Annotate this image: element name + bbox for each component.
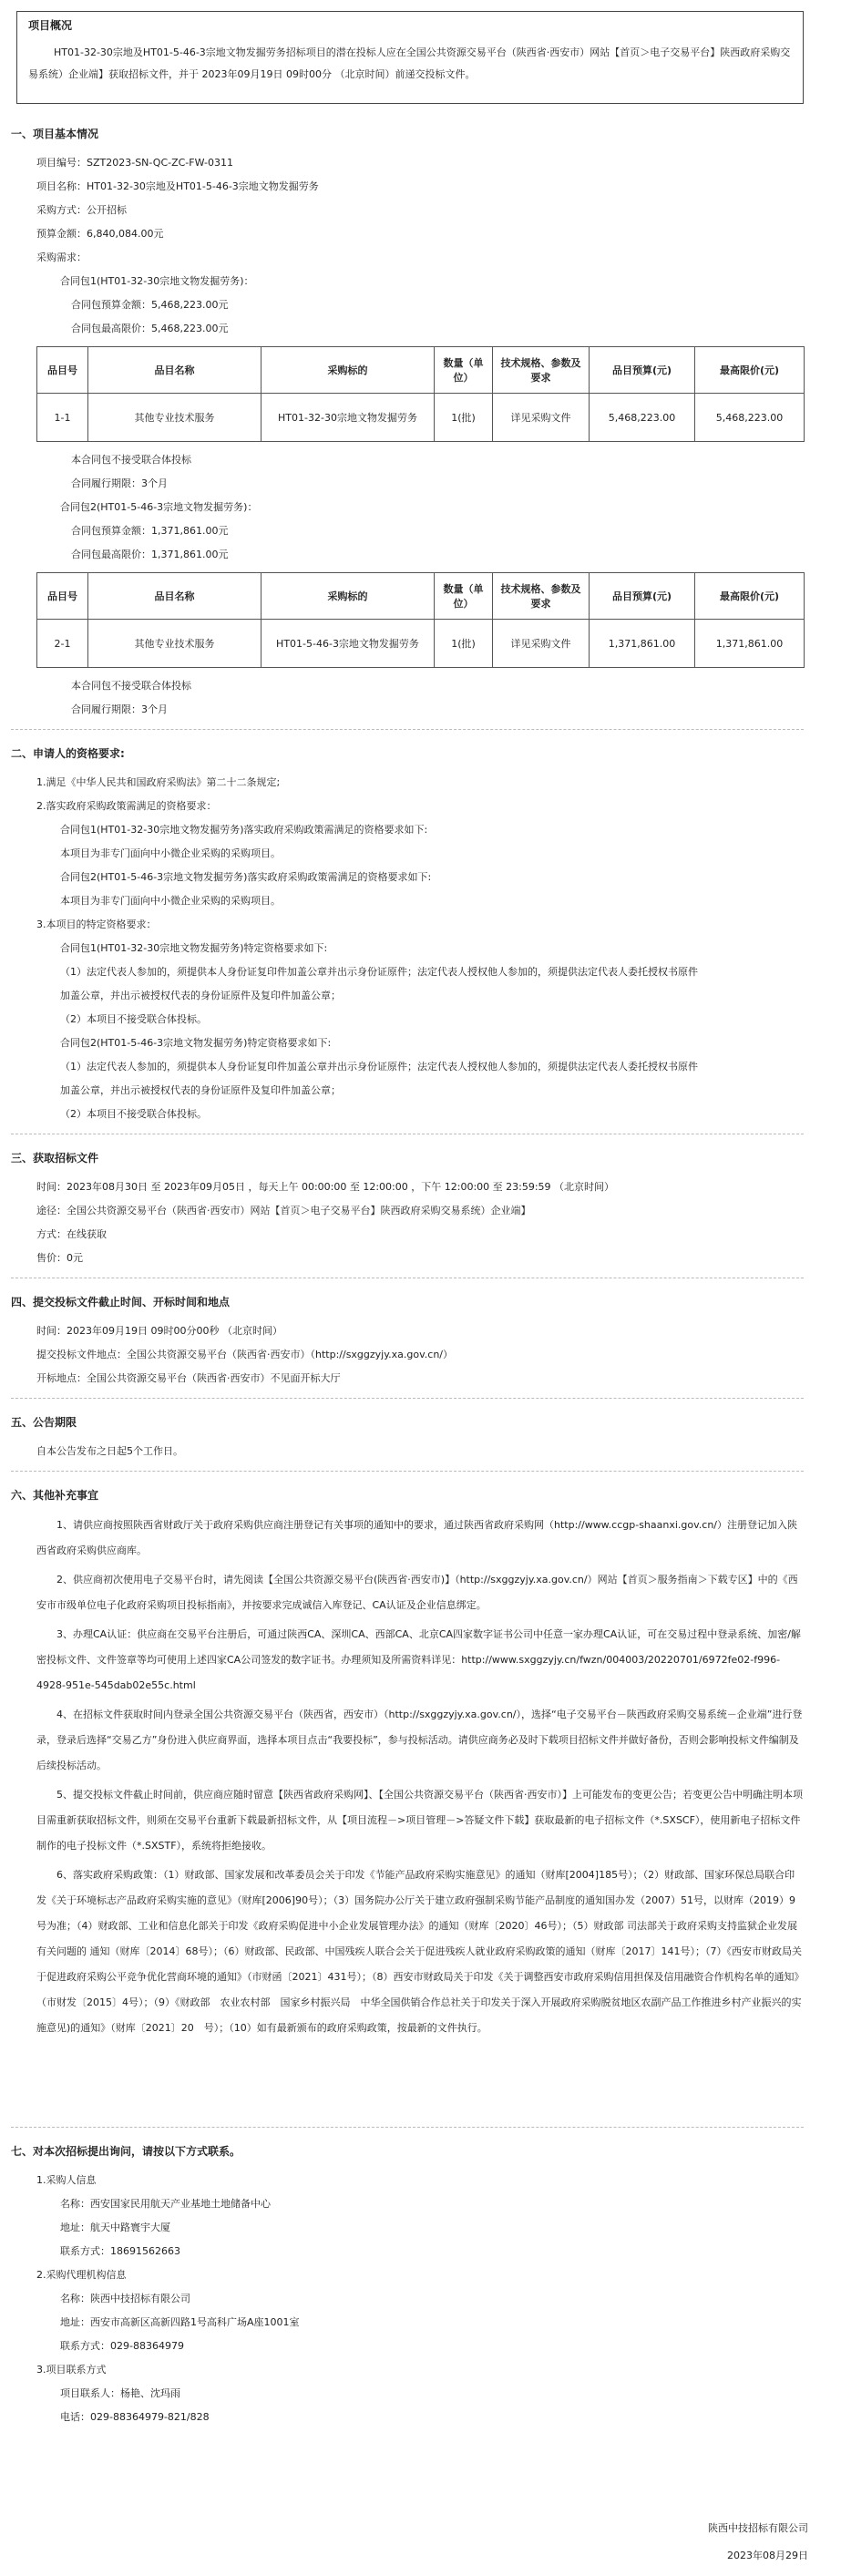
agent-phone: 联系方式：029-88364979 [60, 2340, 184, 2352]
col-spec: 技术规格、参数及要求 [493, 347, 590, 394]
qualification-line: 2.落实政府采购政策需满足的资格要求： [36, 800, 217, 812]
cell-item-no: 1-1 [37, 394, 88, 442]
package-1-name: 合同包1(HT01-32-30宗地文物发掘劳务)： [60, 275, 254, 287]
table-row [37, 620, 805, 668]
cell-spec: 详见采购文件 [493, 620, 590, 668]
divider [11, 1398, 804, 1399]
section-1-title: 一、项目基本情况 [11, 128, 99, 140]
overview-text: HT01-32-30宗地及HT01-5-46-3宗地文物发掘劳务招标项目的潜在投标人应在全国公共资源交易平台（陕西省·西安市）网站【首页＞电子交易平台】陕西政府采购交易系统）企业端】获取招标文件，并于 2023年09月19日 09时00分 （北京时间）前递交投标文件。 [28, 46, 791, 80]
cell-spec: 详见采购文件 [493, 394, 590, 442]
cell-item-budget: 5,468,223.00 [590, 394, 695, 442]
package-2-max-price: 合同包最高限价：1,371,861.00元 [71, 549, 229, 560]
package-2-table [36, 572, 805, 668]
procurement-needs-label: 采购需求： [36, 251, 87, 263]
qualification-line: 加盖公章，并出示被授权代表的身份证原件及复印件加盖公章； [60, 1084, 341, 1096]
package-2-joint-bid: 本合同包不接受联合体投标 [71, 680, 191, 692]
qualification-line: 合同包1(HT01-32-30宗地文物发掘劳务)特定资格要求如下: [60, 942, 328, 954]
cell-quantity: 1(批) [435, 394, 493, 442]
col-item-no: 品目号 [37, 347, 88, 394]
divider [11, 1471, 804, 1472]
divider [11, 2127, 804, 2128]
package-1-budget: 合同包预算金额：5,468,223.00元 [71, 299, 229, 311]
col-item-name: 品目名称 [88, 347, 262, 394]
cell-item-name: 其他专业技术服务 [88, 620, 262, 668]
contact-title: 3.项目联系方式 [36, 2364, 107, 2376]
overview-title: 项目概况 [28, 19, 73, 32]
package-2-period: 合同履行期限：3个月 [71, 703, 168, 715]
project-name: 项目名称：HT01-32-30宗地及HT01-5-46-3宗地文物发掘劳务 [36, 180, 319, 192]
signature-org: 陕西中技招标有限公司 [708, 2522, 808, 2534]
col-item-budget: 品目预算(元) [590, 347, 695, 394]
col-quantity: 数量（单位） [435, 573, 493, 620]
contact-people: 项目联系人：杨艳、沈玛雨 [60, 2387, 180, 2399]
supplement-item-1: 1、请供应商按照陕西省财政厅关于政府采购供应商注册登记有关事项的通知中的要求，通过陕西省政府采购网（http://www.ccgp-shaanxi.gov.cn/）注册登记加入陕西省政府采购供应商库。 [36, 1519, 798, 1556]
cell-item-no: 2-1 [37, 620, 88, 668]
col-item-budget: 品目预算(元) [590, 573, 695, 620]
section-2-title: 二、申请人的资格要求: [11, 747, 125, 760]
contact-phone: 电话：029-88364979-821/828 [60, 2411, 210, 2423]
supplement-item-2: 2、供应商初次使用电子交易平台时，请先阅读【全国公共资源交易平台(陕西省·西安市)】（http://sxggzyjy.xa.gov.cn/）网站【首页＞服务指南＞下载专区】中的《西安市市级单位电子化政府采购项目投标指南》，并按要求完成诚信入库登记、CA认证及企业信息绑定。 [36, 1574, 798, 1611]
project-number: 项目编号：SZT2023-SN-QC-ZC-FW-0311 [36, 157, 233, 169]
col-max-price: 最高限价(元) [695, 347, 805, 394]
qualification-line: 3.本项目的特定资格要求： [36, 919, 157, 930]
section-7-title: 七、对本次招标提出询问，请按以下方式联系。 [11, 2145, 241, 2158]
supplement-item-4: 4、在招标文件获取时间内登录全国公共资源交易平台（陕西省，西安市）（http://sxggzyjy.xa.gov.cn/），选择“电子交易平台－陕西政府采购交易系统－企业端”进行登录，登录后选择“交易乙方”身份进入供应商界面，选择本项目点击“我要投标”，参与投标活动。请供应商务必及时下载项目招标文件并做好备份，否则会影响投标文件编制及后续投标活动。 [36, 1709, 803, 1771]
supplement-item-5: 5、提交投标文件截止时间前，供应商应随时留意【陕西省政府采购网】、【全国公共资源交易平台（陕西省·西安市）】上可能发布的变更公告；若变更公告中明确注明本项目需重新获取招标文件，则须在交易平台重新下载最新招标文件，从【项目流程－>项目管理－>答疑文件下载】获取最新的电子招标文件（*.SXSCF），使用新电子招标文件制作的电子投标文件（*.SXSTF），系统将拒绝接收。 [36, 1789, 803, 1852]
package-1-max-price: 合同包最高限价：5,468,223.00元 [71, 323, 229, 334]
qualification-line: 1.满足《中华人民共和国政府采购法》第二十二条规定; [36, 776, 281, 788]
obtain-channel: 途径：全国公共资源交易平台（陕西省·西安市）网站【首页＞电子交易平台】陕西政府采购交易系统）企业端】 [36, 1205, 531, 1216]
budget-amount: 预算金额：6,840,084.00元 [36, 228, 164, 240]
table-header-row [37, 573, 805, 620]
section-4-title: 四、提交投标文件截止时间、开标时间和地点 [11, 1296, 231, 1309]
col-item-name: 品目名称 [88, 573, 262, 620]
qualification-line: （1）法定代表人参加的，须提供本人身份证复印件加盖公章并出示身份证原件；法定代表人授权他人参加的，须提供法定代表人委托授权书原件 [60, 966, 698, 978]
table-header-row [37, 347, 805, 394]
qualification-line: 加盖公章，并出示被授权代表的身份证原件及复印件加盖公章； [60, 990, 341, 1001]
col-max-price: 最高限价(元) [695, 573, 805, 620]
qualification-line: 合同包1(HT01-32-30宗地文物发掘劳务)落实政府采购政策需满足的资格要求如下: [60, 824, 428, 836]
buyer-info-title: 1.采购人信息 [36, 2174, 97, 2186]
cell-target: HT01-5-46-3宗地文物发掘劳务 [262, 620, 435, 668]
package-2-budget: 合同包预算金额：1,371,861.00元 [71, 525, 229, 537]
qualification-line: （1）法定代表人参加的，须提供本人身份证复印件加盖公章并出示身份证原件；法定代表人授权他人参加的，须提供法定代表人委托授权书原件 [60, 1061, 698, 1072]
agent-address: 地址：西安市高新区高新四路1号高科广场A座1001室 [60, 2316, 300, 2328]
submission-place: 提交投标文件地点：全国公共资源交易平台（陕西省·西安市）（http://sxggzyjy.xa.gov.cn/） [36, 1349, 454, 1360]
table-row [37, 394, 805, 442]
section-3-title: 三、获取招标文件 [11, 1152, 99, 1165]
obtain-price: 售价：0元 [36, 1252, 83, 1264]
obtain-time: 时间：2023年08月30日 至 2023年09月05日 ，每天上午 00:00:00 至 12:00:00 ，下午 12:00:00 至 23:59:59 （北京时间） [36, 1181, 615, 1193]
cell-max-price: 5,468,223.00 [695, 394, 805, 442]
qualification-line: （2）本项目不接受联合体投标。 [60, 1108, 207, 1120]
agent-name: 名称：陕西中技招标有限公司 [60, 2293, 190, 2304]
opening-place: 开标地点：全国公共资源交易平台（陕西省·西安市）不见面开标大厅 [36, 1372, 341, 1384]
divider [11, 729, 804, 730]
col-target: 采购标的 [262, 573, 435, 620]
package-1-table [36, 346, 805, 442]
buyer-name: 名称：西安国家民用航天产业基地土地储备中心 [60, 2198, 271, 2210]
procurement-method: 采购方式：公开招标 [36, 204, 127, 216]
qualification-line: 本项目为非专门面向中小微企业采购的采购项目。 [60, 847, 281, 859]
cell-item-name: 其他专业技术服务 [88, 394, 262, 442]
package-1-joint-bid: 本合同包不接受联合体投标 [71, 454, 191, 466]
col-quantity: 数量（单位） [435, 347, 493, 394]
project-overview-box [16, 11, 804, 104]
obtain-method: 方式：在线获取 [36, 1228, 107, 1240]
cell-target: HT01-32-30宗地文物发掘劳务 [262, 394, 435, 442]
agent-info-title: 2.采购代理机构信息 [36, 2269, 127, 2281]
col-item-no: 品目号 [37, 573, 88, 620]
buyer-address: 地址：航天中路寰宇大厦 [60, 2222, 170, 2233]
cell-max-price: 1,371,861.00 [695, 620, 805, 668]
qualification-line: 合同包2(HT01-5-46-3宗地文物发掘劳务)特定资格要求如下: [60, 1037, 332, 1049]
cell-quantity: 1(批) [435, 620, 493, 668]
buyer-phone: 联系方式：18691562663 [60, 2245, 180, 2257]
signature-date: 2023年08月29日 [727, 2550, 808, 2561]
announcement-period: 自本公告发布之日起5个工作日。 [36, 1445, 183, 1457]
deadline-time: 时间：2023年09月19日 09时00分00秒 （北京时间） [36, 1325, 282, 1337]
supplement-item-6: 6、落实政府采购政策：（1）财政部、国家发展和改革委员会关于印发《节能产品政府采购实施意见》的通知（财库[2004]185号）；（2）财政部、国家环保总局联合印发《关于环境标志产品政府采购实施的意见》（财库[2006]90号）；（3）国务院办公厅关于建立政府强制采购节能产品制度的通知国办发（2007）51号，以财库（2019）9号为准；（4）财政部、工业和信息化部关于印发《政府采购促进中小企业发展管理办法》的通知（财库〔2020〕46号）；（5）财政部 司法部关于政府采购支持监狱企业发展有关问题的 通知（财库〔2014〕68号）；（6）财政部、民政部、中国残疾人联合会关于促进残疾人就业政府采购政策的通知（财库〔2017〕141号）；（7）《西安市财政局关于促进政府采购公平竞争优化营商环境的通知》（市财函〔2021〕431号）；（8）西安市财政局关于印发《关于调整西安市政府采购信用担保及信用融资合作机构名单的通知》（市财发〔2015〕4号）；（9）《财政部 农业农村部 国家乡村振兴局 中华全国供销合作总社关于印发关于深入开展政府采购脱贫地区农副产品工作推进乡村产业振兴的实施意见)的通知》（财库〔2021〕20 号）；（10）如有最新颁布的政府采购政策，按最新的文件执行。 [36, 1869, 802, 2034]
section-6-title: 六、其他补充事宜 [11, 1489, 99, 1502]
supplement-item-3: 3、办理CA认证：供应商在交易平台注册后，可通过陕西CA、深圳CA、西部CA、北京CA四家数字证书公司中任意一家办理CA认证，可在交易过程中登录系统、加密/解密投标文件、文件签章等均可使用上述四家CA公司签发的数字证书。办理须知及所需资料详见：http://www.sxggzyjy.cn/fwzn/004003/20220701/6972fe02-f996-4928-951e-545dab02e55c.html [36, 1628, 801, 1691]
package-1-period: 合同履行期限：3个月 [71, 477, 168, 489]
qualification-line: 本项目为非专门面向中小微企业采购的采购项目。 [60, 895, 281, 907]
qualification-line: （2）本项目不接受联合体投标。 [60, 1013, 207, 1025]
col-target: 采购标的 [262, 347, 435, 394]
section-5-title: 五、公告期限 [11, 1416, 77, 1429]
qualification-line: 合同包2(HT01-5-46-3宗地文物发掘劳务)落实政府采购政策需满足的资格要求如下: [60, 871, 432, 883]
col-spec: 技术规格、参数及要求 [493, 573, 590, 620]
cell-item-budget: 1,371,861.00 [590, 620, 695, 668]
package-2-name: 合同包2(HT01-5-46-3宗地文物发掘劳务)： [60, 501, 258, 513]
